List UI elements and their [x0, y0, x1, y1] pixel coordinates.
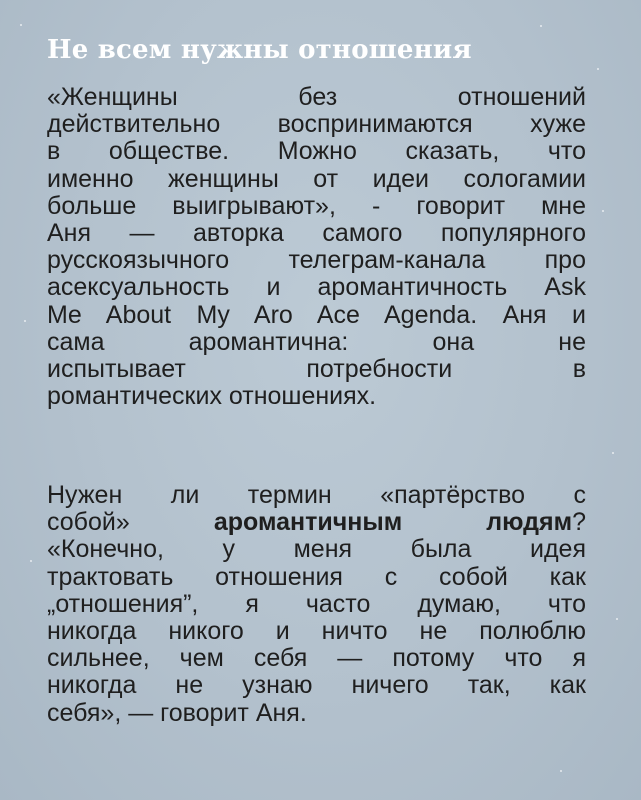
text-line: в обществе. Можно сказать, что [47, 137, 586, 166]
text-line: трактовать отношения с собой как [47, 562, 586, 591]
speckle [24, 320, 26, 322]
speckle [602, 210, 604, 212]
page-title: Не всем нужны отношения [47, 35, 472, 65]
speckle [540, 25, 542, 27]
text-line: никогда никого и ничто не полюблю [47, 616, 586, 645]
text-line: себя», — говорит Аня. [47, 698, 307, 727]
text-line: действительно воспринимаются хуже [47, 110, 586, 139]
emphasis-text: аромантичным людям [213, 508, 573, 537]
text-line: «Женщины без отношений [47, 83, 586, 111]
text-line: сильнее, чем себя — потому что я [47, 644, 586, 673]
text-line: никогда не узнаю ничего так, как [47, 671, 586, 700]
text-line: именно женщины от идеи сологамии [47, 164, 586, 193]
text-line-with-emphasis [47, 509, 586, 536]
speckle [20, 24, 22, 26]
text-line: больше выигрывают», - говорит мне [47, 191, 586, 220]
text-line: асексуальность и аромантичность Ask [47, 273, 586, 302]
text-line: романтических отношениях. [47, 382, 377, 411]
text-fragment: ? [572, 508, 586, 537]
text-line: Нужен ли термин «партёрство с [47, 481, 586, 509]
speckle [30, 560, 32, 562]
text-line: сама аромантична: она не [47, 327, 586, 356]
text-line: «Конечно, у меня была идея [47, 535, 586, 564]
text-line: Аня — авторка самого популярного [47, 218, 586, 247]
paragraph-1 [47, 84, 586, 410]
speckle [612, 452, 614, 454]
speckle [597, 68, 599, 70]
text-line: испытывает потребности в [47, 354, 586, 383]
text-line: русскоязычного телеграм-канала про [47, 246, 586, 275]
speckle [616, 618, 618, 620]
paragraph-2 [47, 482, 586, 727]
text-fragment: собой» [47, 508, 214, 537]
speckle [560, 770, 562, 772]
text-line: Me About My Aro Ace Agenda. Аня и [47, 300, 586, 329]
text-line: „отношения”, я часто думаю, что [47, 589, 586, 618]
